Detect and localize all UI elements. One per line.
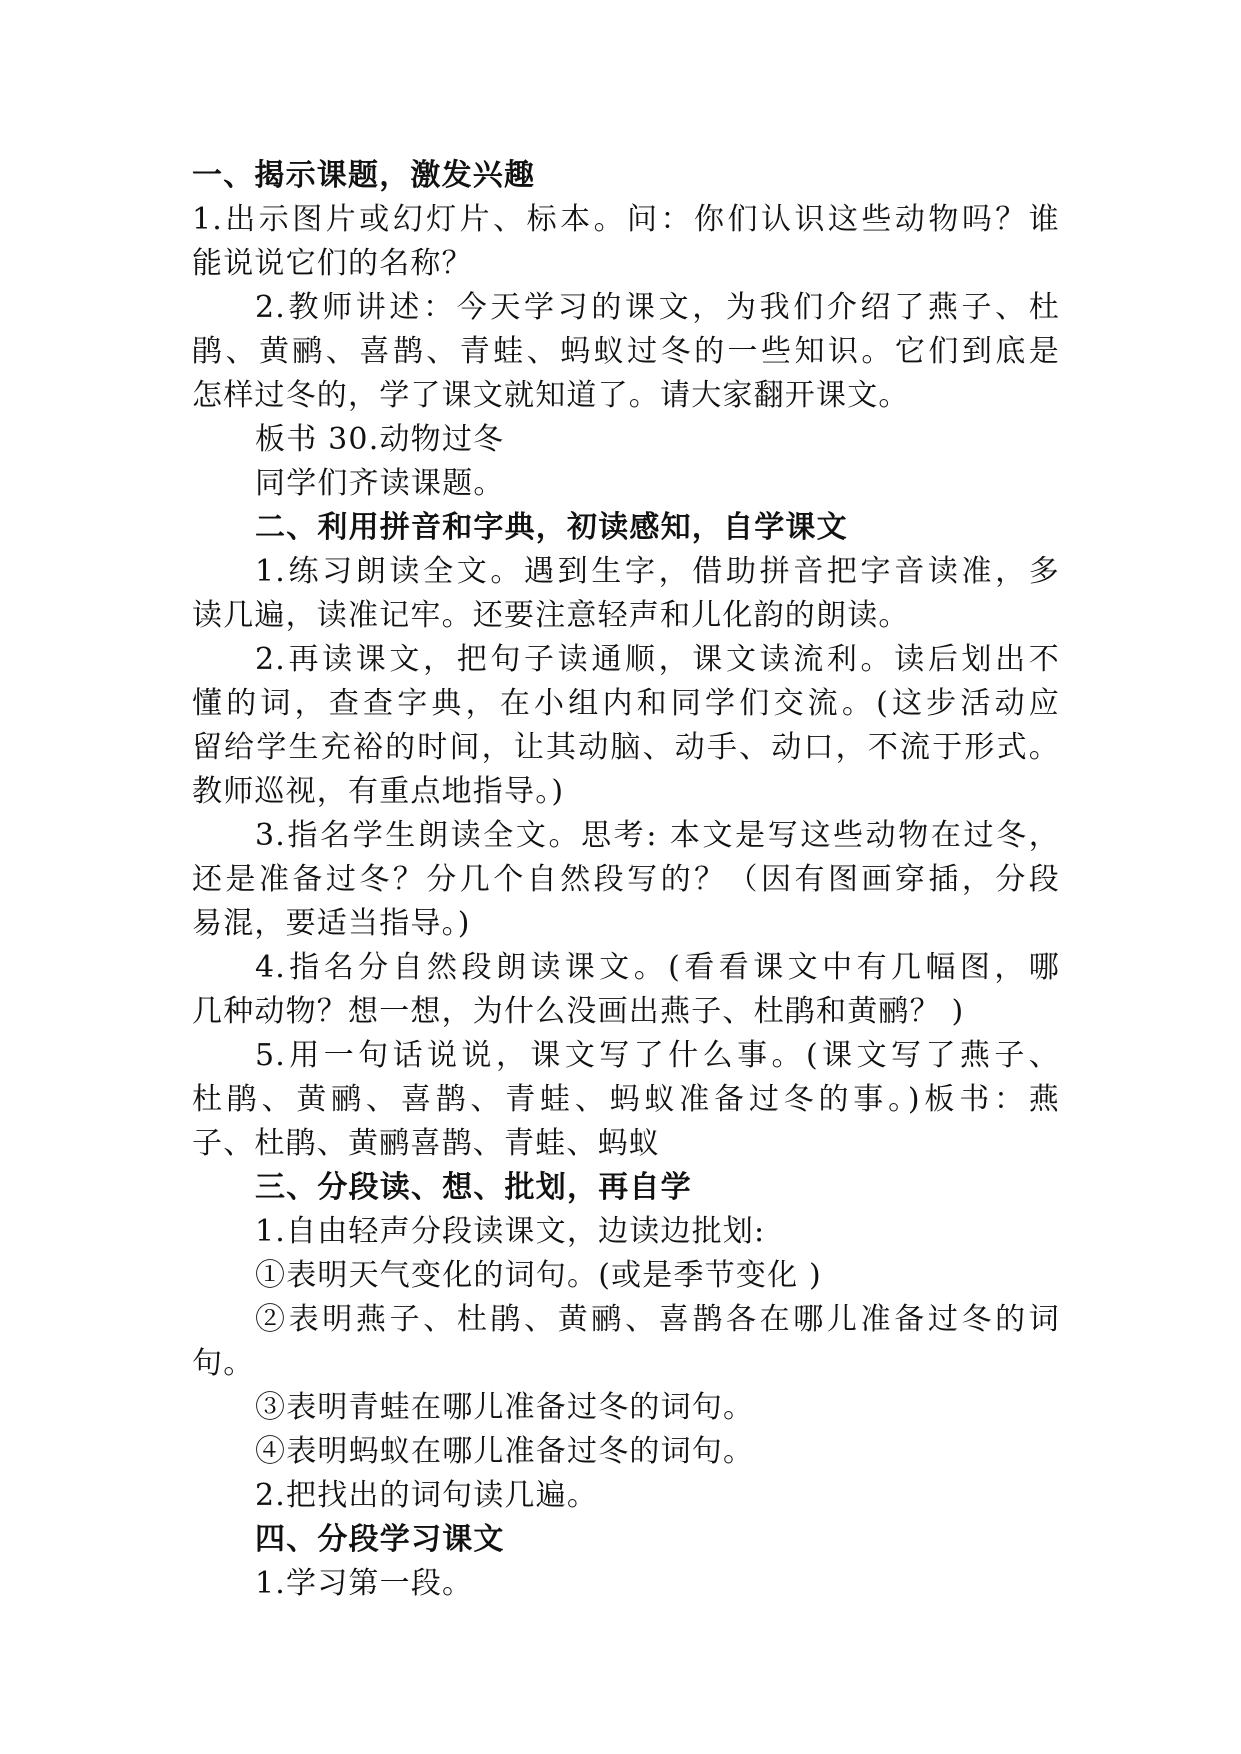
text-line: 几种动物？想一想，为什么没画出燕子、杜鹃和黄鹂？ ) [192, 994, 965, 1029]
text-line: 易混，要适当指导。) [192, 906, 471, 941]
text-line: 5.用一句话说说，课文写了什么事。(课文写了燕子、 [255, 1038, 1060, 1073]
text-line: 1.练习朗读全文。遇到生字，借助拼音把字音读准，多 [255, 554, 1060, 589]
text-line: ①表明天气变化的词句。(或是季节变化 ) [255, 1258, 822, 1293]
text-line: 板书 30.动物过冬 [255, 422, 505, 457]
section-heading: 三、分段读、想、批划，再自学 [255, 1170, 692, 1205]
document-body [192, 154, 1060, 1606]
text-line: 句。 [192, 1346, 255, 1381]
text-line: 能说说它们的名称？ [192, 246, 473, 281]
text-line: 2.把找出的词句读几遍。 [255, 1478, 599, 1513]
text-line: 还是准备过冬？分几个自然段写的？（因有图画穿插，分段 [192, 862, 1060, 897]
text-line: 1.出示图片或幻灯片、标本。问：你们认识这些动物吗？谁 [192, 202, 1060, 237]
text-line: 同学们齐读课题。 [255, 466, 505, 501]
text-line: 杜鹃、黄鹂、喜鹊、青蛙、蚂蚁准备过冬的事。)板书：燕 [192, 1082, 1060, 1117]
text-line: 4.指名分自然段朗读课文。(看看课文中有几幅图，哪 [255, 950, 1060, 985]
section-heading: 一、揭示课题，激发兴趣 [192, 158, 536, 193]
text-line: 留给学生充裕的时间，让其动脑、动手、动口，不流于形式。 [192, 730, 1060, 765]
section-heading: 四、分段学习课文 [255, 1522, 505, 1557]
text-line: ②表明燕子、杜鹃、黄鹂、喜鹊各在哪儿准备过冬的词 [255, 1302, 1060, 1337]
text-line: 3.指名学生朗读全文。思考: 本文是写这些动物在过冬， [255, 818, 1060, 853]
text-line: ③表明青蛙在哪儿准备过冬的词句。 [255, 1390, 755, 1425]
text-line: 子、杜鹃、黄鹂喜鹊、青蛙、蚂蚁 [192, 1126, 660, 1161]
text-line: 教师巡视，有重点地指导。) [192, 774, 565, 809]
text-line: 2.教师讲述：今天学习的课文，为我们介绍了燕子、杜 [255, 290, 1060, 325]
text-line: 怎样过冬的，学了课文就知道了。请大家翻开课文。 [192, 378, 910, 413]
text-line: 读几遍，读准记牢。还要注意轻声和儿化韵的朗读。 [192, 598, 910, 633]
text-line: ④表明蚂蚁在哪儿准备过冬的词句。 [255, 1434, 755, 1469]
section-heading: 二、利用拼音和字典，初读感知，自学课文 [255, 510, 848, 545]
text-line: 1.学习第一段。 [255, 1566, 474, 1601]
text-line: 懂的词，查查字典，在小组内和同学们交流。(这步活动应 [192, 686, 1060, 721]
text-line: 1.自由轻声分段读课文，边读边批划: [255, 1214, 766, 1249]
text-line: 鹃、黄鹂、喜鹊、青蛙、蚂蚁过冬的一些知识。它们到底是 [192, 334, 1060, 369]
text-line: 2.再读课文，把句子读通顺，课文读流利。读后划出不 [255, 642, 1060, 677]
